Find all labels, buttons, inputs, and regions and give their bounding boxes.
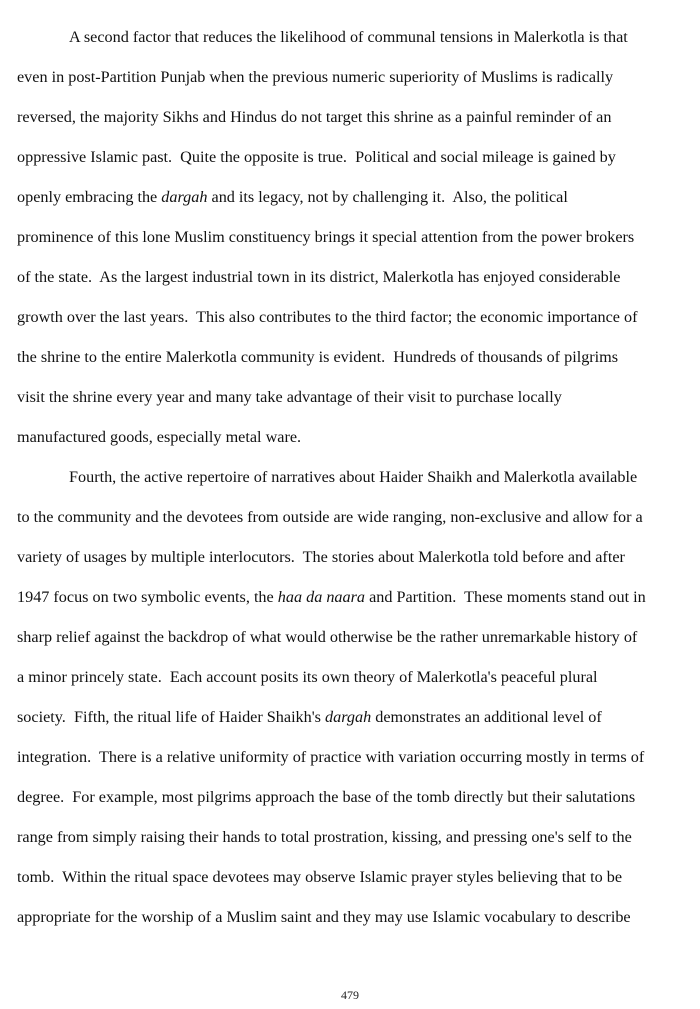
text-line bbox=[17, 542, 689, 582]
text-line bbox=[17, 502, 689, 542]
text-segment: of the state. As the largest industrial town in its district, Malerkotla has enjoyed considerable bbox=[17, 268, 621, 286]
text-segment: even in post-Partition Punjab when the previous numeric superiority of Muslims is radically bbox=[17, 68, 614, 86]
page-number: 479 bbox=[341, 988, 359, 1002]
text-segment: A second factor that reduces the likelihood of communal tensions in Malerkotla is that bbox=[69, 28, 628, 46]
text-segment: society. Fifth, the ritual life of Haider Shaikh's bbox=[17, 708, 326, 726]
text-segment: tomb. Within the ritual space devotees may observe Islamic prayer styles believing that to be bbox=[17, 868, 623, 886]
text-segment: manufactured goods, especially metal ware. bbox=[17, 428, 302, 446]
text-segment: visit the shrine every year and many take advantage of their visit to purchase locally bbox=[17, 388, 562, 406]
text-line bbox=[17, 822, 689, 862]
text-segment: sharp relief against the backdrop of what would otherwise be the rather unremarkable history of bbox=[17, 628, 638, 646]
body-text bbox=[17, 22, 689, 942]
text-line bbox=[17, 662, 689, 702]
text-line bbox=[17, 22, 689, 62]
text-line bbox=[17, 62, 689, 102]
text-segment: to the community and the devotees from outside are wide ranging, non-exclusive and allow for a bbox=[17, 508, 643, 526]
text-line bbox=[17, 782, 689, 822]
text-line bbox=[17, 222, 689, 262]
text-line bbox=[17, 742, 689, 782]
text-segment: appropriate for the worship of a Muslim saint and they may use Islamic vocabulary to describe bbox=[17, 908, 631, 926]
text-line bbox=[17, 702, 689, 742]
text-segment: degree. For example, most pilgrims approach the base of the tomb directly but their salutations bbox=[17, 788, 636, 806]
text-segment: oppressive Islamic past. Quite the opposite is true. Political and social mileage is gained by bbox=[17, 148, 616, 166]
text-segment: variety of usages by multiple interlocutors. The stories about Malerkotla told before and after bbox=[17, 548, 625, 566]
text-line bbox=[17, 182, 689, 222]
text-segment: and its legacy, not by challenging it. Also, the political bbox=[207, 188, 568, 206]
text-line bbox=[17, 582, 689, 622]
text-line bbox=[17, 102, 689, 142]
italic-term: dargah bbox=[161, 188, 208, 206]
text-segment: a minor princely state. Each account posits its own theory of Malerkotla's peaceful plural bbox=[17, 668, 598, 686]
text-line bbox=[17, 142, 689, 182]
text-line bbox=[17, 462, 689, 502]
text-line bbox=[17, 382, 689, 422]
text-line bbox=[17, 262, 689, 302]
text-segment: growth over the last years. This also contributes to the third factor; the economic importance of bbox=[17, 308, 638, 326]
text-line bbox=[17, 902, 689, 942]
text-segment: integration. There is a relative uniformity of practice with variation occurring mostly in terms of bbox=[17, 748, 645, 766]
text-segment: the shrine to the entire Malerkotla community is evident. Hundreds of thousands of pilgrims bbox=[17, 348, 619, 366]
text-segment: demonstrates an additional level of bbox=[371, 708, 602, 726]
text-line bbox=[17, 422, 689, 462]
text-line bbox=[17, 862, 689, 902]
italic-term: haa da naara bbox=[277, 588, 366, 606]
text-line bbox=[17, 302, 689, 342]
text-line bbox=[17, 622, 689, 662]
text-segment: prominence of this lone Muslim constituency brings it special attention from the power brokers bbox=[17, 228, 635, 246]
text-segment: reversed, the majority Sikhs and Hindus do not target this shrine as a painful reminder of an bbox=[17, 108, 612, 126]
text-segment: and Partition. These moments stand out in bbox=[365, 588, 646, 606]
text-line bbox=[17, 342, 689, 382]
text-segment: Fourth, the active repertoire of narratives about Haider Shaikh and Malerkotla available bbox=[69, 468, 638, 486]
italic-term: dargah bbox=[325, 708, 372, 726]
text-segment: openly embracing the bbox=[17, 188, 162, 206]
text-segment: 1947 focus on two symbolic events, the bbox=[17, 588, 278, 606]
text-segment: range from simply raising their hands to total prostration, kissing, and pressing one's self to the bbox=[17, 828, 632, 846]
